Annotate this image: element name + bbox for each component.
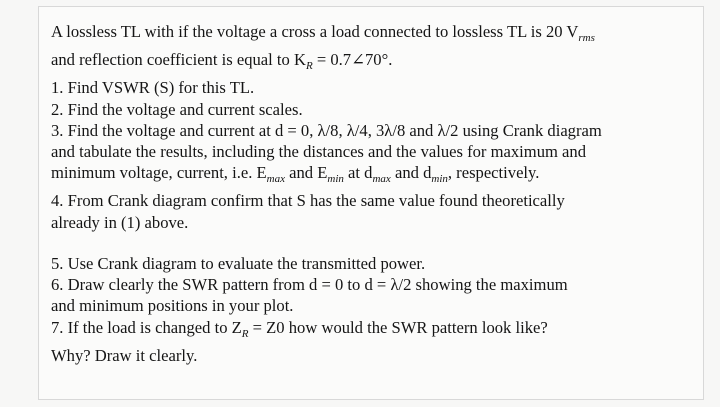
- problem-line-1: [51, 21, 602, 49]
- emax-subscript: max: [266, 173, 285, 186]
- problem-line-2: [51, 49, 602, 77]
- respectively-text: , respectively.: [447, 163, 540, 183]
- reflection-text: and reflection coefficient is equal to K: [51, 50, 306, 70]
- question-1: 1. Find VSWR (S) for this TL.: [51, 78, 255, 98]
- question-3-line-1: 3. Find the voltage and current at d = 0, λ/8, λ/4, 3λ/8 and λ/2 using Crank diagram: [51, 120, 602, 140]
- at-d-text: at d: [343, 163, 373, 183]
- question-7-line-2: Why? Draw it clearly.: [51, 345, 198, 365]
- rms-subscript: rms: [578, 32, 595, 44]
- reflection-value: = 0.7∠70°.: [312, 50, 393, 70]
- problem-statement-part-2: [51, 253, 568, 366]
- problem-text: A lossless TL with if the voltage a cross a load connected to lossless TL is 20 V: [51, 22, 579, 41]
- question-7-text: 7. If the load is changed to Z: [51, 317, 242, 337]
- problem-statement-part-1: [51, 21, 602, 233]
- question-4-line-1: 4. From Crank diagram confirm that S has the same value found theoretically: [51, 191, 565, 211]
- dmin-subscript: min: [431, 173, 448, 186]
- question-2: 2. Find the voltage and current scales.: [51, 99, 303, 119]
- k-subscript: R: [305, 60, 313, 73]
- question-3-line-3: [51, 162, 602, 190]
- question-6-line-2: and minimum positions in your plot.: [51, 296, 294, 316]
- question-7-line-1: [51, 317, 568, 345]
- and-e-text: and E: [285, 163, 328, 183]
- question-3-line-2: and tabulate the results, including the distances and the values for maximum and: [51, 142, 587, 162]
- dmax-subscript: max: [372, 173, 391, 186]
- and-d-text: and d: [390, 163, 432, 183]
- question-5: 5. Use Crank diagram to evaluate the transmitted power.: [51, 254, 426, 273]
- emin-subscript: min: [327, 173, 344, 186]
- question-7-tail: = Z0 how would the SWR pattern look like?: [248, 317, 548, 337]
- question-3-text: minimum voltage, current, i.e. E: [51, 163, 267, 183]
- question-6-line-1: 6. Draw clearly the SWR pattern from d = 0 to d = λ/2 showing the maximum: [51, 275, 568, 295]
- question-4-line-2: already in (1) above.: [51, 212, 189, 232]
- zr-subscript: R: [241, 327, 249, 340]
